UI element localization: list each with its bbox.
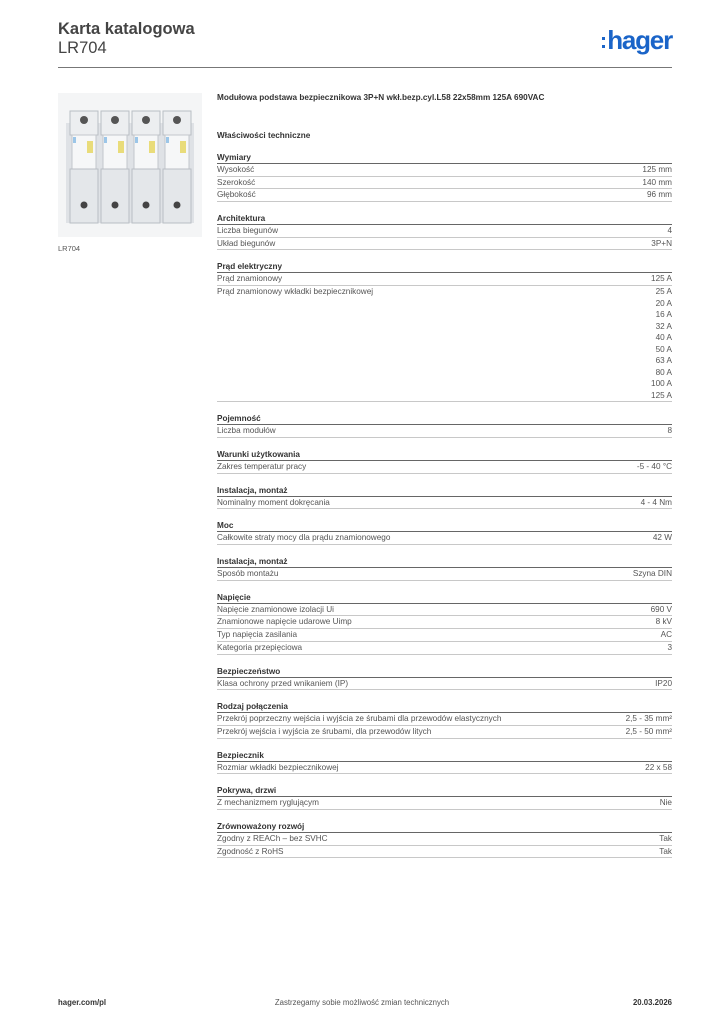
- spec-row: [217, 225, 672, 238]
- spec-group: [217, 520, 672, 545]
- spec-group-title: Instalacja, montaż: [217, 556, 672, 568]
- spec-label: Szerokość: [217, 177, 256, 187]
- spec-sheet: [217, 93, 672, 858]
- spec-group-title: Rodzaj połączenia: [217, 701, 672, 713]
- spec-row: [217, 616, 672, 629]
- spec-values: [633, 568, 672, 580]
- spec-value: Tak: [659, 846, 672, 856]
- specs-heading: Właściwości techniczne: [217, 131, 311, 140]
- spec-value: AC: [660, 630, 672, 640]
- spec-group: [217, 785, 672, 810]
- spec-row: [217, 568, 672, 581]
- spec-row: [217, 532, 672, 545]
- spec-values: [667, 642, 672, 654]
- spec-values: [626, 713, 672, 725]
- spec-group-title: Bezpieczeństwo: [217, 666, 672, 678]
- spec-value: 20 A: [655, 298, 672, 308]
- spec-label: Kategoria przepięciowa: [217, 642, 303, 652]
- spec-group: [217, 750, 672, 775]
- spec-group: [217, 152, 672, 202]
- spec-group-title: Bezpiecznik: [217, 750, 672, 762]
- spec-value: 690 V: [650, 604, 672, 614]
- spec-row: [217, 726, 672, 739]
- footer-website[interactable]: hager.com/pl: [58, 998, 107, 1007]
- spec-group: [217, 701, 672, 738]
- spec-value: 8 kV: [655, 617, 672, 627]
- spec-values: [667, 225, 672, 237]
- spec-label: Z mechanizmem ryglującym: [217, 798, 319, 808]
- spec-value: Szyna DIN: [632, 569, 672, 579]
- spec-label: Przekrój poprzeczny wejścia i wyjścia ze śrubami dla przewodów elastycznych: [217, 714, 502, 724]
- spec-values: [651, 286, 672, 401]
- fuse-holder-image: [58, 93, 202, 237]
- spec-row: [217, 164, 672, 177]
- spec-label: Liczba biegunów: [217, 226, 278, 236]
- spec-label: Klasa ochrony przed wnikaniem (IP): [217, 678, 349, 688]
- spec-row: [217, 762, 672, 775]
- spec-value: IP20: [655, 678, 672, 688]
- spec-values: [641, 497, 672, 509]
- spec-label: Układ biegunów: [217, 238, 276, 248]
- spec-values: [637, 461, 672, 473]
- spec-group: [217, 592, 672, 655]
- product-image: [58, 93, 202, 237]
- spec-values: [659, 833, 672, 845]
- spec-value: 16 A: [655, 310, 672, 320]
- spec-row: [217, 678, 672, 691]
- spec-group: [217, 213, 672, 250]
- spec-row: [217, 461, 672, 474]
- spec-label: Zgodny z REACh – bez SVHC: [217, 833, 328, 843]
- footer-notice: Zastrzegamy sobie możliwość zmian technicznych: [274, 998, 450, 1007]
- spec-row: [217, 642, 672, 655]
- spec-value: 4: [667, 226, 672, 236]
- spec-group: [217, 485, 672, 510]
- spec-group-title: Pojemność: [217, 413, 672, 425]
- hager-logo: [602, 26, 672, 54]
- spec-value: 100 A: [651, 379, 672, 389]
- logo-text: hager: [607, 25, 672, 55]
- spec-row: [217, 189, 672, 202]
- spec-label: Przekrój wejścia i wyjścia ze śrubami, dla przewodów litych: [217, 726, 432, 736]
- document-title: Karta katalogowa: [58, 20, 195, 38]
- spec-row: [217, 833, 672, 846]
- spec-group-title: Instalacja, montaż: [217, 485, 672, 497]
- product-title: Modułowa podstawa bezpiecznikowa 3P+N wkł.bezp.cyl.L58 22x58mm 125A 690VAC: [217, 93, 545, 102]
- spec-row: [217, 797, 672, 810]
- spec-label: Napięcie znamionowe izolacji Ui: [217, 604, 334, 614]
- spec-group: [217, 413, 672, 438]
- spec-row: [217, 238, 672, 251]
- spec-group: [217, 821, 672, 858]
- spec-values: [656, 616, 672, 628]
- spec-values: [645, 762, 672, 774]
- spec-group-title: Napięcie: [217, 592, 672, 604]
- spec-value: 8: [667, 426, 672, 436]
- spec-label: Nominalny moment dokręcania: [217, 497, 330, 507]
- product-code: LR704: [58, 39, 107, 57]
- spec-value: 22 x 58: [645, 762, 672, 772]
- spec-value: Nie: [659, 798, 672, 808]
- spec-value: 25 A: [655, 287, 672, 297]
- spec-values: [651, 604, 672, 616]
- spec-group: [217, 449, 672, 474]
- spec-label: Zgodność z RoHS: [217, 846, 284, 856]
- spec-groups: [217, 152, 672, 858]
- spec-values: [661, 629, 672, 641]
- spec-row: [217, 497, 672, 510]
- spec-value: 63 A: [655, 356, 672, 366]
- spec-value: 140 mm: [642, 177, 672, 187]
- spec-values: [667, 425, 672, 437]
- spec-value: 125 A: [651, 390, 672, 400]
- footer-date: 20.03.2026: [632, 998, 672, 1007]
- spec-group: [217, 666, 672, 691]
- spec-values: [655, 678, 672, 690]
- spec-group-title: Zrównoważony rozwój: [217, 821, 672, 833]
- spec-value: 125 mm: [642, 165, 672, 174]
- spec-row: [217, 713, 672, 726]
- spec-label: Sposób montażu: [217, 569, 279, 579]
- spec-label: Typ napięcia zasilania: [217, 630, 298, 640]
- spec-label: Głębokość: [217, 190, 256, 200]
- spec-group-title: Warunki użytkowania: [217, 449, 672, 461]
- spec-value: 4 - 4 Nm: [640, 497, 672, 507]
- spec-value: Tak: [659, 833, 672, 843]
- spec-values: [642, 164, 672, 176]
- spec-row: [217, 846, 672, 859]
- header-divider: [58, 67, 672, 68]
- spec-group-title: Pokrywa, drzwi: [217, 785, 672, 797]
- image-caption: LR704: [58, 244, 81, 253]
- spec-row: [217, 425, 672, 438]
- spec-group-title: Wymiary: [217, 152, 672, 164]
- spec-label: Zakres temperatur pracy: [217, 462, 307, 471]
- spec-value: 80 A: [655, 367, 672, 377]
- spec-value: -5 - 40 °C: [636, 462, 672, 471]
- spec-label: Znamionowe napięcie udarowe Uimp: [217, 617, 352, 627]
- spec-values: [642, 177, 672, 189]
- spec-label: Prąd znamionowy: [217, 274, 283, 284]
- spec-value: 2,5 - 50 mm²: [625, 726, 672, 736]
- spec-row: [217, 273, 672, 286]
- spec-group: [217, 261, 672, 402]
- spec-label: Prąd znamionowy wkładki bezpiecznikowej: [217, 287, 374, 297]
- spec-label: Całkowite straty mocy dla prądu znamionowego: [217, 533, 391, 543]
- spec-value: 50 A: [655, 344, 672, 354]
- spec-group-title: Prąd elektryczny: [217, 261, 672, 273]
- spec-values: [651, 273, 672, 285]
- spec-values: [651, 238, 672, 250]
- spec-group-title: Moc: [217, 520, 672, 532]
- spec-group: [217, 556, 672, 581]
- spec-values: [660, 797, 672, 809]
- spec-value: 40 A: [655, 333, 672, 343]
- spec-row: [217, 177, 672, 190]
- spec-value: 42 W: [652, 533, 672, 543]
- spec-label: Rozmiar wkładki bezpiecznikowej: [217, 762, 339, 772]
- spec-value: 3P+N: [651, 238, 672, 248]
- spec-value: 125 A: [651, 274, 672, 284]
- spec-label: Liczba modułów: [217, 426, 276, 436]
- spec-values: [626, 726, 672, 738]
- spec-row: [217, 604, 672, 617]
- spec-value: 32 A: [655, 321, 672, 331]
- spec-values: [653, 532, 672, 544]
- spec-label: Wysokość: [217, 165, 255, 174]
- spec-value: 2,5 - 35 mm²: [625, 714, 672, 724]
- page-header: [58, 20, 672, 66]
- spec-row: [217, 286, 672, 402]
- spec-value: 3: [667, 642, 672, 652]
- spec-value: 96 mm: [646, 190, 672, 200]
- logo-mark-icon: [602, 37, 605, 48]
- spec-row: [217, 629, 672, 642]
- spec-values: [647, 189, 672, 201]
- spec-group-title: Architektura: [217, 213, 672, 225]
- spec-values: [659, 846, 672, 858]
